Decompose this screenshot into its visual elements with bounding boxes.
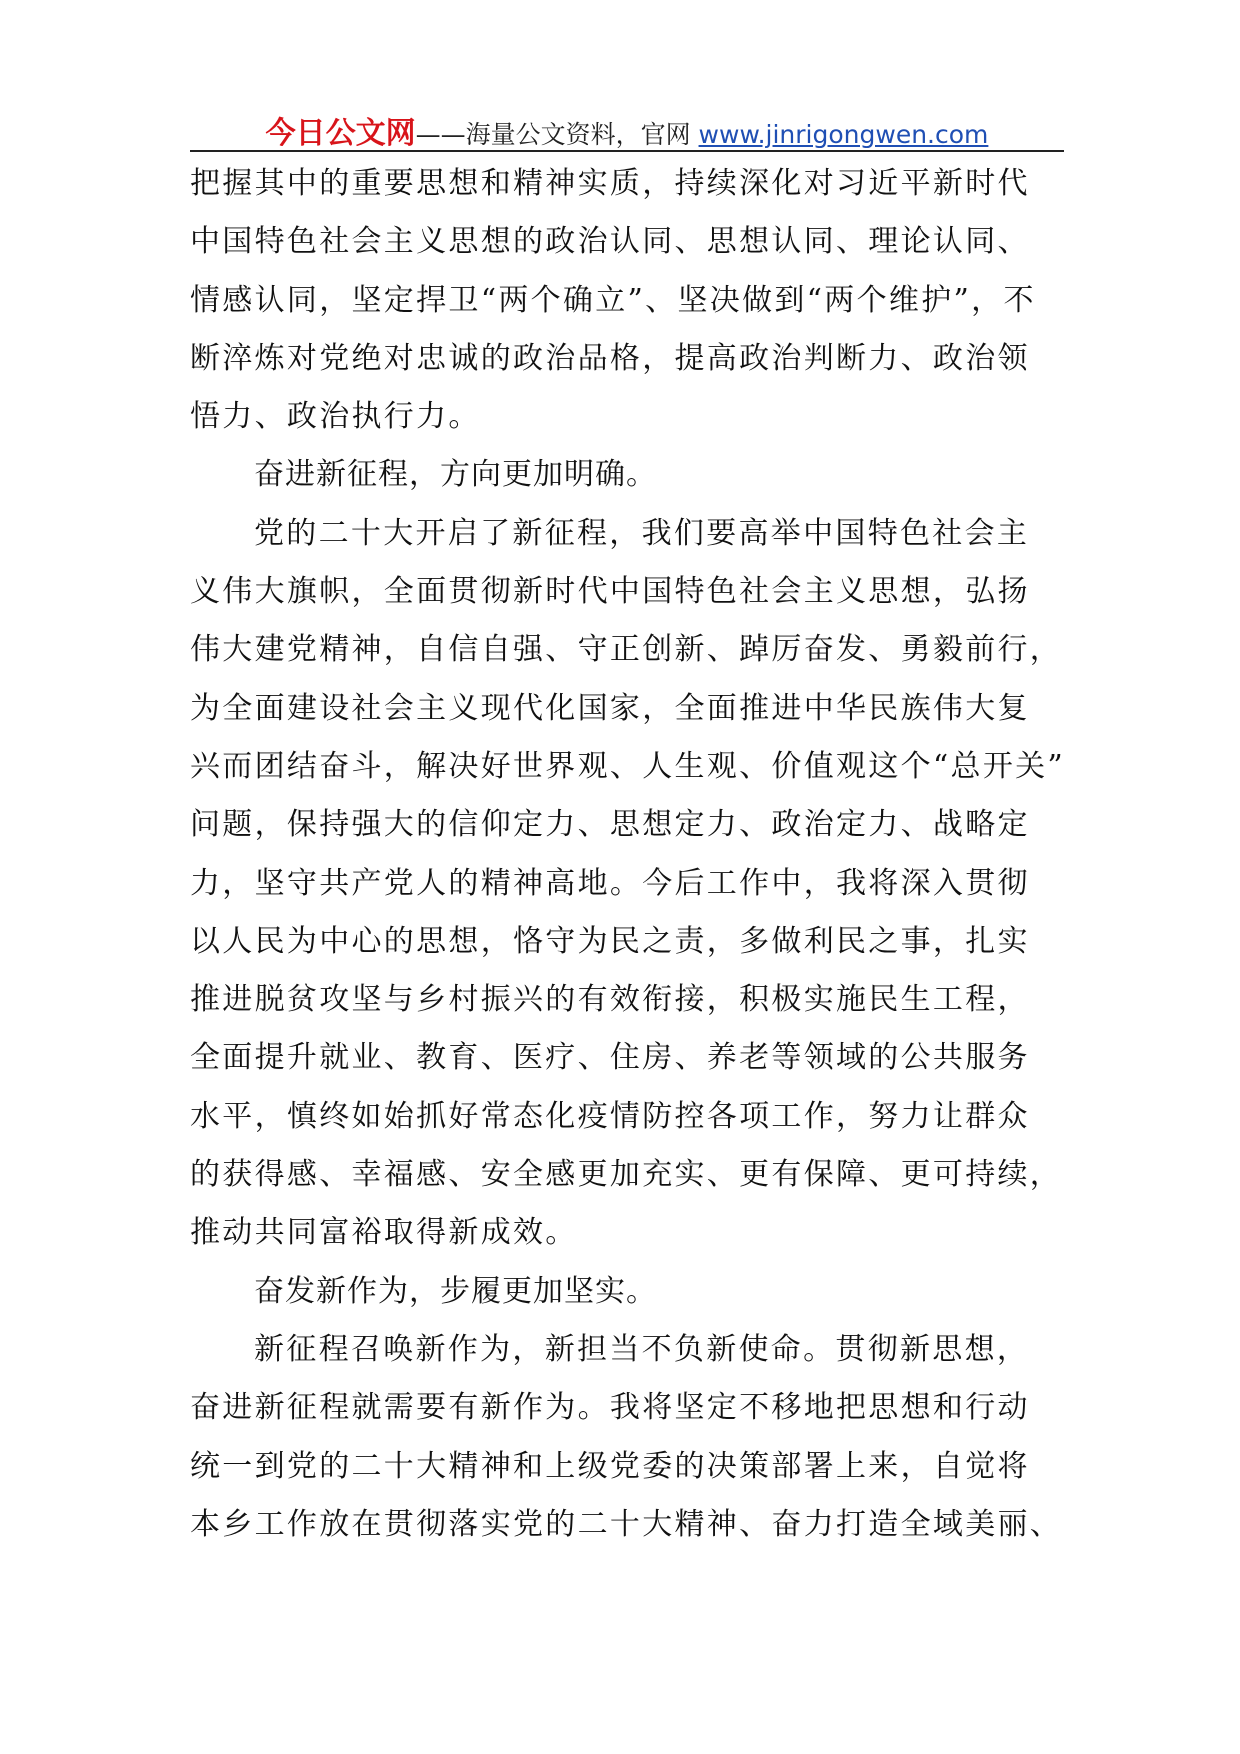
text-line: 党的二十大开启了新征程，我们要高举中国特色社会主 (254, 515, 1030, 551)
site-tagline: ——海量公文资料，官网 (415, 120, 699, 149)
text-line: 推动共同富裕取得新成效。 (190, 1215, 578, 1251)
text-line: 统一到党的二十大精神和上级党委的决策部署上来，自觉将 (190, 1448, 1030, 1484)
site-url-link[interactable]: www.jinrigongwen.com (698, 120, 989, 149)
text-line: 本乡工作放在贯彻落实党的二十大精神、奋力打造全域美丽、 (190, 1506, 1063, 1542)
header-divider (190, 150, 1064, 152)
text-line: 奋进新征程就需要有新作为。我将坚定不移地把思想和行动 (190, 1390, 1030, 1426)
paragraph-new-journey (190, 505, 1064, 1263)
document-body (190, 155, 1064, 1554)
text-line: 以人民为中心的思想，恪守为民之责，多做利民之事，扎实 (190, 923, 1030, 959)
text-line: 中国特色社会主义思想的政治认同、思想认同、理论认同、 (190, 224, 1030, 260)
text-line: 水平，慎终如始抓好常态化疫情防控各项工作，努力让群众 (190, 1098, 1030, 1134)
text-line: 力，坚守共产党人的精神高地。今后工作中，我将深入贯彻 (190, 865, 1030, 901)
paragraph-new-action (190, 1321, 1064, 1554)
text-line: 情感认同，坚定捍卫“两个确立”、坚决做到“两个维护”，不 (190, 282, 1036, 318)
text-line: 推进脱贫攻坚与乡村振兴的有效衔接，积极实施民生工程， (190, 982, 1030, 1018)
text-line: 问题，保持强大的信仰定力、思想定力、政治定力、战略定 (190, 807, 1030, 843)
text-line: 兴而团结奋斗，解决好世界观、人生观、价值观这个“总开关” (190, 748, 1066, 784)
text-line: 新征程召唤新作为，新担当不负新使命。贯彻新思想， (254, 1331, 1030, 1367)
text-line: 义伟大旗帜，全面贯彻新时代中国特色社会主义思想，弘扬 (190, 574, 1030, 610)
text-line: 断淬炼对党绝对忠诚的政治品格，提高政治判断力、政治领 (190, 340, 1030, 376)
text-line: 全面提升就业、教育、医疗、住房、养老等领域的公共服务 (190, 1040, 1030, 1076)
section-heading-action: 奋发新作为，步履更加坚实。 (254, 1273, 657, 1309)
text-line: 的获得感、幸福感、安全感更加充实、更有保障、更可持续， (190, 1157, 1063, 1193)
text-line: 为全面建设社会主义现代化国家，全面推进中华民族伟大复 (190, 690, 1030, 726)
site-header (190, 108, 1064, 151)
paragraph-continued (190, 155, 1064, 446)
section-heading-direction: 奋进新征程，方向更加明确。 (254, 457, 657, 493)
site-brand: 今日公文网 (265, 116, 416, 151)
text-line: 把握其中的重要思想和精神实质，持续深化对习近平新时代 (190, 166, 1030, 201)
text-line: 悟力、政治执行力。 (190, 399, 481, 435)
text-line: 伟大建党精神，自信自强、守正创新、踔厉奋发、勇毅前行， (190, 632, 1063, 668)
